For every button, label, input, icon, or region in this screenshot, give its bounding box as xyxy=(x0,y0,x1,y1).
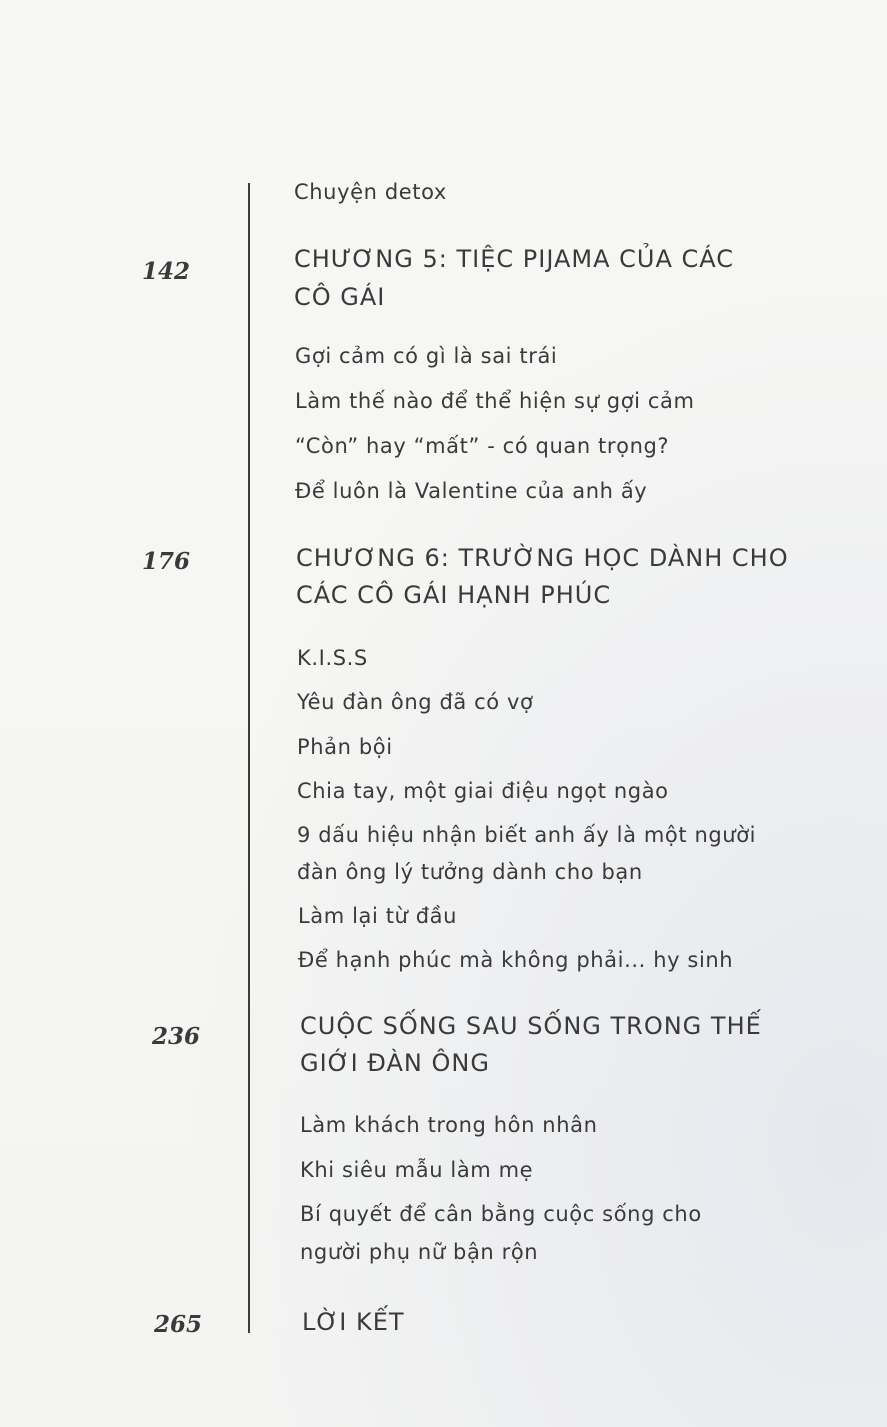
toc-item: “Còn” hay “mất” - có quan trọng? xyxy=(295,434,670,458)
epilogue-title: LỜI KẾT xyxy=(302,1308,405,1336)
toc-item-continuation: đàn ông lý tưởng dành cho bạn xyxy=(297,860,643,884)
page-number-265: 265 xyxy=(154,1311,203,1338)
toc-item: Gợi cảm có gì là sai trái xyxy=(295,344,558,368)
toc-item: Bí quyết để cân bằng cuộc sống cho xyxy=(300,1202,702,1226)
toc-item: 9 dấu hiệu nhận biết anh ấy là một người xyxy=(297,823,757,847)
page-number-236: 236 xyxy=(152,1023,201,1050)
toc-item: Làm lại từ đầu xyxy=(298,904,458,928)
toc-item-detox: Chuyện detox xyxy=(294,180,447,204)
chapter-5-title-line-2: CÔ GÁI xyxy=(294,283,386,311)
section-title-line-2: GIỚI ĐÀN ÔNG xyxy=(300,1049,490,1077)
section-title-line-1: CUỘC SỐNG SAU SỐNG TRONG THẾ xyxy=(300,1012,762,1040)
page-number-176: 176 xyxy=(142,548,191,575)
toc-item: Chia tay, một giai điệu ngọt ngào xyxy=(297,779,669,803)
chapter-6-title-line-2: CÁC CÔ GÁI HẠNH PHÚC xyxy=(296,581,612,609)
toc-item: Làm khách trong hôn nhân xyxy=(300,1113,598,1137)
toc-item: K.I.S.S xyxy=(297,646,368,670)
toc-item: Khi siêu mẫu làm mẹ xyxy=(300,1158,534,1182)
toc-item: Yêu đàn ông đã có vợ xyxy=(297,690,534,714)
toc-item: Để hạnh phúc mà không phải... hy sinh xyxy=(298,948,734,972)
chapter-5-title-line-1: CHƯƠNG 5: TIỆC PIJAMA CỦA CÁC xyxy=(294,245,735,273)
page-number-142: 142 xyxy=(142,258,191,285)
toc-item-continuation: người phụ nữ bận rộn xyxy=(300,1240,539,1264)
toc-item: Phản bội xyxy=(297,735,393,759)
vertical-divider xyxy=(248,183,250,1333)
chapter-6-title-line-1: CHƯƠNG 6: TRƯỜNG HỌC DÀNH CHO xyxy=(296,544,789,572)
toc-item: Để luôn là Valentine của anh ấy xyxy=(295,479,648,503)
toc-item: Làm thế nào để thể hiện sự gợi cảm xyxy=(295,389,695,413)
